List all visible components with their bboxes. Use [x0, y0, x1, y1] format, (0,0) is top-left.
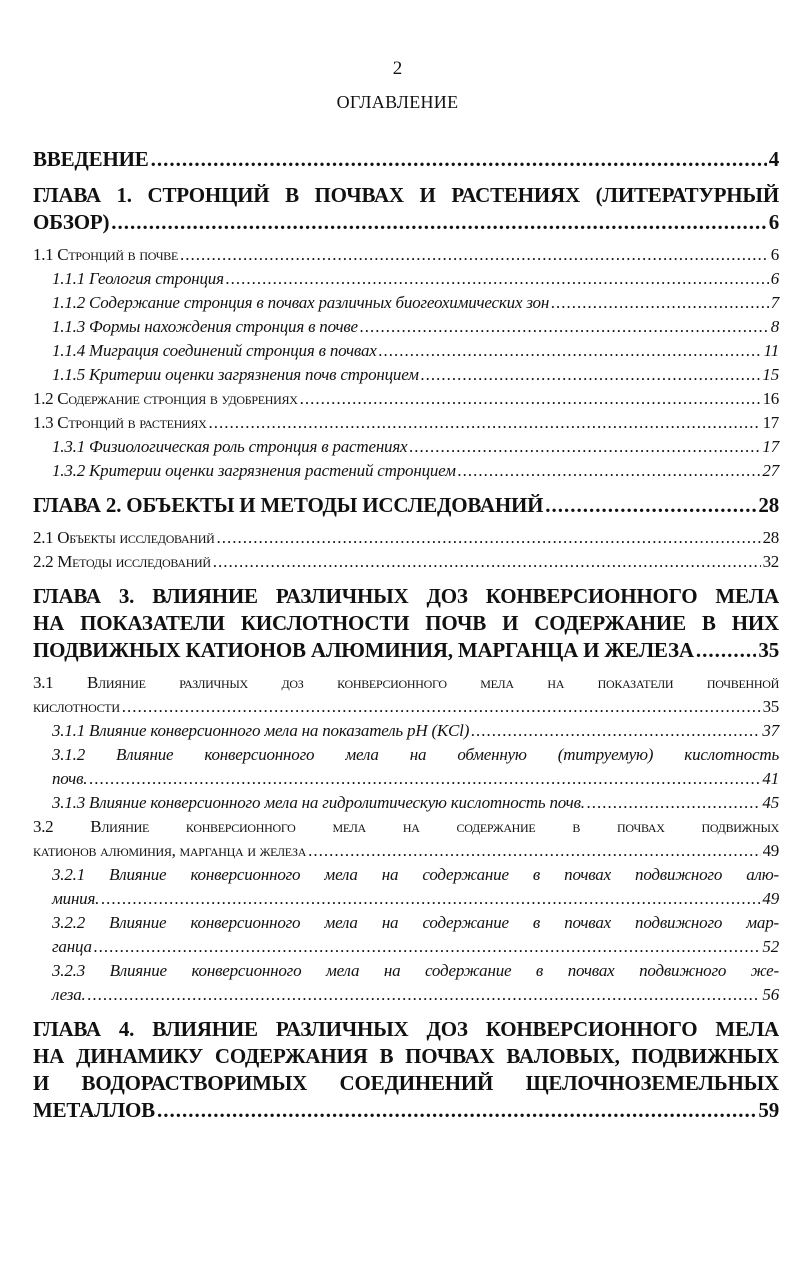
toc-entry-text: 3.1.1 Влияние конверсионного мела на показатель pH (KCl) [52, 721, 470, 740]
toc-entry-sub[interactable] [33, 743, 779, 791]
toc-entry-sub[interactable] [33, 459, 779, 483]
toc-page-number: 32 [762, 552, 779, 571]
toc-entry-sub[interactable] [33, 267, 779, 291]
toc-entry-text: 1.1.1 Геология стронция [52, 269, 224, 288]
toc-page-number: 6 [768, 210, 779, 234]
toc-entry-text: ганца [52, 937, 92, 956]
dot-leader [209, 411, 761, 435]
toc-page-number: 28 [762, 528, 779, 547]
toc-page-number: 35 [758, 638, 779, 662]
toc-entry-text: 1.1 Стронций в почве [33, 245, 178, 264]
toc-entry-sub[interactable] [33, 435, 779, 459]
toc-page-number: 41 [762, 769, 779, 788]
toc-entry-text: 3.2.3 Влияние конверсионного мела на содержание в почвах подвижного же- [52, 961, 779, 980]
toc-entry-text: леза. [52, 985, 86, 1004]
dot-leader [379, 339, 762, 363]
toc-page-number: 16 [762, 389, 779, 408]
toc-entry-sub[interactable] [33, 315, 779, 339]
toc-entry-text: 1.1.4 Миграция соединений стронция в почвах [52, 341, 377, 360]
toc-entry-text: 3.1 Влияние различных доз конверсионного мела на показатели почвенной [33, 673, 779, 692]
toc-page-number: 11 [763, 341, 779, 360]
toc-page-number: 28 [758, 493, 779, 517]
table-of-contents [33, 146, 779, 1131]
dot-leader [308, 839, 761, 863]
toc-entry-text: ОБЗОР) [33, 210, 110, 234]
dot-leader [88, 983, 761, 1007]
toc-entry-text: 3.2 Влияние конверсионного мела на содержание в почвах подвижных [33, 817, 779, 836]
dot-leader [157, 1097, 756, 1124]
toc-page-number: 6 [770, 245, 779, 264]
toc-entry-sub[interactable] [33, 863, 779, 911]
dot-leader [122, 695, 761, 719]
toc-entry-sub[interactable] [33, 291, 779, 315]
dot-leader [94, 935, 761, 959]
toc-entry-text: ГЛАВА 3. ВЛИЯНИЕ РАЗЛИЧНЫХ ДОЗ КОНВЕРСИОННОГО МЕЛА [33, 584, 779, 608]
dot-leader [213, 550, 761, 574]
toc-page-number: 8 [770, 317, 779, 336]
toc-entry-text: ГЛАВА 1. СТРОНЦИЙ В ПОЧВАХ И РАСТЕНИЯХ (ЛИТЕРАТУРНЫЙ [33, 183, 779, 207]
toc-entry-text: 2.1 Объекты исследований [33, 528, 215, 547]
toc-entry-sub[interactable] [33, 339, 779, 363]
toc-entry-text: 1.3.1 Физиологическая роль стронция в растениях [52, 437, 408, 456]
toc-page-number: 49 [762, 841, 779, 860]
toc-entry-text: катионов алюминия, марганца и железа [33, 841, 307, 860]
toc-entry-text: НА ПОКАЗАТЕЛИ КИСЛОТНОСТИ ПОЧВ И СОДЕРЖАНИЕ В НИХ [33, 611, 779, 635]
toc-page-number: 37 [762, 721, 779, 740]
toc-entry-section[interactable] [33, 550, 779, 574]
toc-entry-text: И ВОДОРАСТВОРИМЫХ СОЕДИНЕНИЙ ЩЕЛОЧНОЗЕМЕЛЬНЫХ [33, 1071, 779, 1095]
toc-entry-chapter[interactable] [33, 492, 779, 519]
toc-page-number: 59 [758, 1098, 779, 1122]
toc-entry-section[interactable] [33, 387, 779, 411]
toc-page-number: 7 [770, 293, 779, 312]
dot-leader [111, 209, 766, 236]
dot-leader [226, 267, 769, 291]
toc-page-number: 17 [762, 413, 779, 432]
toc-entry-sub[interactable] [33, 791, 779, 815]
toc-page-number: 6 [770, 269, 779, 288]
toc-entry-text: почв. [52, 769, 88, 788]
toc-entry-sub[interactable] [33, 959, 779, 1007]
toc-entry-text: 3.1.3 Влияние конверсионного мела на гидролитическую кислотность почв. [52, 793, 585, 812]
toc-entry-section[interactable] [33, 815, 779, 863]
toc-entry-text: 3.1.2 Влияние конверсионного мела на обменную (титруемую) кислотность [52, 745, 779, 764]
toc-entry-text: миния. [52, 889, 100, 908]
toc-page-number: 35 [762, 697, 779, 716]
toc-entry-section[interactable] [33, 671, 779, 719]
toc-entry-sub[interactable] [33, 911, 779, 959]
toc-entry-text: ГЛАВА 2. ОБЪЕКТЫ И МЕТОДЫ ИССЛЕДОВАНИЙ [33, 493, 544, 517]
toc-entry-text: 1.1.5 Критерии оценки загрязнения почв стронцием [52, 365, 419, 384]
toc-entry-sub[interactable] [33, 719, 779, 743]
toc-entry-chapter[interactable] [33, 1016, 779, 1124]
dot-leader [360, 315, 769, 339]
toc-page-number: 17 [762, 437, 779, 456]
toc-page-number: 56 [762, 985, 779, 1004]
dot-leader [551, 291, 769, 315]
toc-entry-chapter[interactable] [33, 182, 779, 236]
toc-entry-text: 1.3.2 Критерии оценки загрязнения растений стронцием [52, 461, 456, 480]
dot-leader [151, 146, 767, 173]
dot-leader [545, 492, 756, 519]
toc-page-number: 49 [762, 889, 779, 908]
toc-entry-text: 1.3 Стронций в растениях [33, 413, 207, 432]
toc-entry-text: 3.2.2 Влияние конверсионного мела на содержание в почвах подвижного мар- [52, 913, 779, 932]
toc-entry-text: 1.1.2 Содержание стронция в почвах различных биогеохимических зон [52, 293, 550, 312]
toc-entry-text: кислотности [33, 697, 120, 716]
toc-entry-text: МЕТАЛЛОВ [33, 1098, 155, 1122]
toc-title: ОГЛАВЛЕНИЕ [336, 92, 459, 112]
toc-entry-text: 1.2 Содержание стронция в удобрениях [33, 389, 298, 408]
toc-page-number: 27 [762, 461, 779, 480]
dot-leader [696, 637, 757, 664]
dot-leader [471, 719, 760, 743]
toc-entry-text: ГЛАВА 4. ВЛИЯНИЕ РАЗЛИЧНЫХ ДОЗ КОНВЕРСИОННОГО МЕЛА [33, 1017, 779, 1041]
toc-entry-text: ПОДВИЖНЫХ КАТИОНОВ АЛЮМИНИЯ, МАРГАНЦА И ЖЕЛЕЗА [33, 638, 694, 662]
toc-entry-section[interactable] [33, 411, 779, 435]
toc-entry-text: 1.1.3 Формы нахождения стронция в почве [52, 317, 358, 336]
toc-entry-text: ВВЕДЕНИЕ [33, 147, 149, 171]
dot-leader [587, 791, 761, 815]
toc-entry-chapter[interactable] [33, 146, 779, 173]
dot-leader [458, 459, 761, 483]
toc-entry-sub[interactable] [33, 363, 779, 387]
toc-page-number: 4 [768, 147, 779, 171]
toc-entry-chapter[interactable] [33, 583, 779, 664]
toc-entry-section[interactable] [33, 243, 779, 267]
toc-entry-text: 2.2 Методы исследований [33, 552, 211, 571]
dot-leader [216, 526, 760, 550]
dot-leader [89, 767, 760, 791]
toc-entry-section[interactable] [33, 526, 779, 550]
toc-entry-text: НА ДИНАМИКУ СОДЕРЖАНИЯ В ПОЧВАХ ВАЛОВЫХ, ПОДВИЖНЫХ [33, 1044, 779, 1068]
page-number: 2 [392, 58, 403, 79]
toc-page-number: 15 [762, 365, 779, 384]
toc-page-number: 45 [762, 793, 779, 812]
dot-leader [409, 435, 760, 459]
dot-leader [421, 363, 761, 387]
toc-page-number: 52 [762, 937, 779, 956]
dot-leader [180, 243, 769, 267]
dot-leader [300, 387, 761, 411]
toc-entry-text: 3.2.1 Влияние конверсионного мела на содержание в почвах подвижного алю- [52, 865, 779, 884]
dot-leader [101, 887, 760, 911]
